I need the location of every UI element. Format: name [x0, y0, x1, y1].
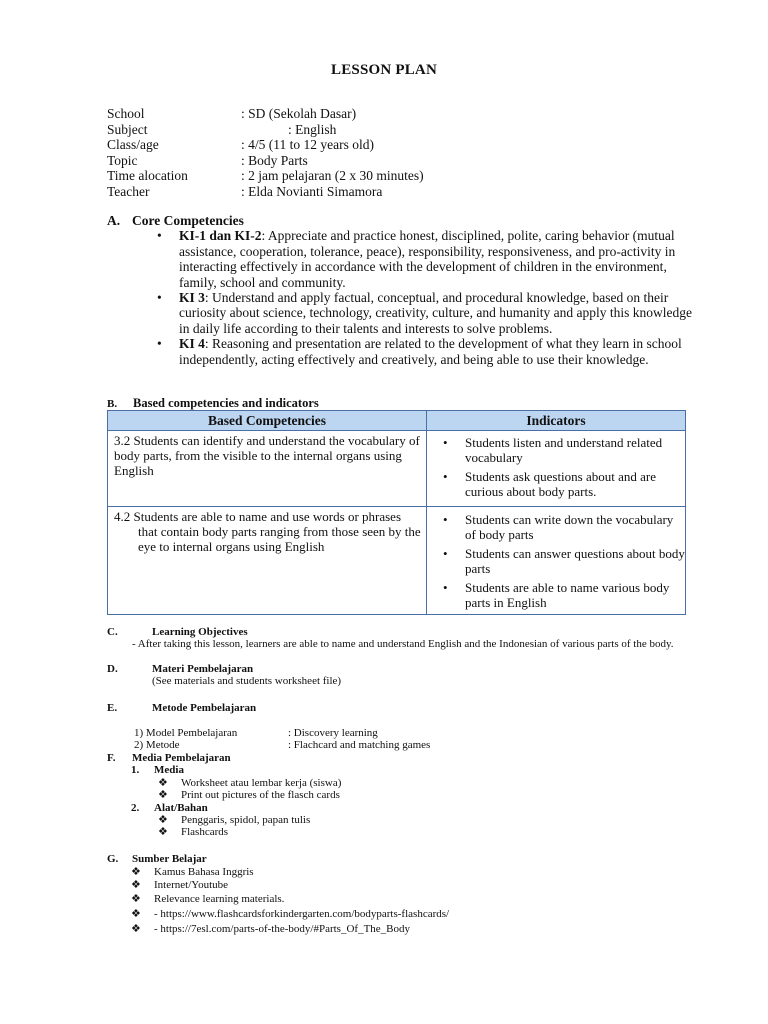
diamond-bullet-icon: ❖ — [158, 789, 168, 802]
metode-value: : Discovery learning — [288, 727, 378, 739]
group-title: Media — [154, 764, 184, 777]
bullet-icon: • — [443, 469, 448, 484]
diamond-bullet-icon: ❖ — [131, 879, 141, 892]
list-item — [107, 336, 697, 367]
list-item — [107, 923, 707, 936]
list-item — [107, 739, 707, 751]
column-header: Based Competencies — [108, 411, 427, 431]
section-title: Materi Pembelajaran — [152, 663, 254, 675]
list-item — [107, 777, 707, 789]
table-cell — [108, 507, 427, 615]
media-group-heading — [107, 802, 707, 814]
section-letter: F. — [107, 752, 116, 764]
info-value: : 4/5 (11 to 12 years old) — [241, 137, 374, 152]
section-heading — [107, 752, 707, 764]
list-item — [107, 893, 707, 906]
list-item — [107, 727, 707, 739]
section-sumber-belajar — [107, 853, 707, 936]
section-letter: D. — [107, 663, 118, 675]
group-number: 2. — [131, 801, 140, 814]
table-cell — [427, 507, 686, 615]
metode-list — [107, 727, 707, 752]
diamond-bullet-icon: ❖ — [158, 826, 168, 839]
info-value: : English — [288, 121, 337, 137]
competency-key: KI 4 — [179, 336, 205, 352]
diamond-bullet-icon: ❖ — [131, 866, 141, 879]
source-text: Internet/Youtube — [154, 879, 229, 892]
section-based-competencies-heading — [107, 396, 319, 411]
source-link[interactable]: - https://www.flashcardsforkindergarten.com/bodyparts-flashcards/ — [154, 907, 450, 920]
table-header-row — [108, 411, 686, 431]
diamond-bullet-icon: ❖ — [131, 892, 141, 905]
bullet-icon: • — [157, 336, 162, 352]
bullet-icon: • — [443, 512, 448, 527]
list-item — [427, 469, 685, 499]
info-label: School — [107, 106, 145, 121]
info-label: Teacher — [107, 183, 150, 199]
source-text: Relevance learning materials. — [154, 892, 285, 905]
section-title: Sumber Belajar — [132, 853, 207, 865]
section-letter: G. — [107, 853, 119, 865]
list-item — [107, 789, 707, 801]
info-label: Topic — [107, 152, 138, 168]
media-item-text: Worksheet atau lembar kerja (siswa) — [181, 776, 342, 789]
section-heading — [107, 853, 707, 866]
section-title: Learning Objectives — [152, 626, 248, 638]
table-row — [108, 431, 686, 507]
indicator-text: Students ask questions about and are curious about body parts. — [465, 469, 656, 499]
core-competency-list — [107, 228, 697, 367]
group-number: 1. — [131, 764, 140, 777]
media-item-text: Print out pictures of the flasch cards — [181, 789, 340, 802]
list-item — [427, 435, 685, 465]
bullet-icon: • — [443, 435, 448, 450]
section-letter: B. — [107, 398, 118, 410]
source-text: Kamus Bahasa Inggris — [154, 866, 254, 879]
competency-table — [107, 410, 686, 615]
table-cell — [108, 431, 427, 507]
bullet-icon: • — [443, 546, 448, 561]
list-item — [427, 580, 685, 610]
info-label: Time alocation — [107, 168, 188, 183]
list-item — [107, 879, 707, 892]
indicator-text: Students can answer questions about body parts — [465, 546, 685, 576]
list-item — [107, 908, 707, 921]
metode-value: : Flachcard and matching games — [288, 739, 431, 752]
section-letter: A. — [107, 213, 121, 228]
info-value: : 2 jam pelajaran (2 x 30 minutes) — [241, 168, 424, 183]
bullet-icon: • — [443, 580, 448, 595]
section-title: Metode Pembelajaran — [152, 702, 257, 714]
document-title: LESSON PLAN — [331, 62, 437, 78]
bullet-icon: • — [157, 290, 162, 306]
section-letter: C. — [107, 626, 118, 638]
section-heading — [107, 663, 707, 675]
indicator-list — [427, 435, 685, 499]
section-media — [107, 752, 707, 839]
section-core-competencies — [107, 213, 697, 367]
media-item-text: Penggaris, spidol, papan tulis — [181, 814, 311, 827]
list-item — [107, 228, 697, 290]
competency-cell-text: 3.2 Students can identify and understand the vocabulary of body parts, from the visible to the internal organs using English — [114, 433, 420, 478]
section-heading — [107, 702, 707, 714]
metode-label: 2) Metode — [134, 739, 180, 752]
competency-text: : Reasoning and presentation are related to the development of what they learn in school independently, acting effectively and creatively, and being able to use their knowledge. — [179, 336, 682, 367]
info-value: : SD (Sekolah Dasar) — [241, 106, 357, 121]
list-item — [427, 546, 685, 576]
section-letter: E. — [107, 702, 118, 714]
competency-cell-text: 4.2 Students are able to name and use words or phrases that contain body parts ranging from those seen by the eye to internal organs using English — [114, 509, 421, 554]
competency-text: : Understand and apply factual, conceptual, and procedural knowledge, based on their curiosity about science, technology, creativity, culture, and humanity and apply this knowledge in daily life according to their talents and interests to solve problems. — [179, 290, 692, 336]
competency-text: : Appreciate and practice honest, disciplined, polite, caring behavior (mutual assistance, cooperation, tolerance, peace), responsibility, responsiveness, and pro-activity in interacting effectively in accordance with the development of children in the environment, family, school and community. — [179, 228, 676, 290]
info-label: Subject — [107, 121, 148, 137]
list-item — [107, 866, 707, 879]
table-row — [108, 507, 686, 615]
section-title: Based competencies and indicators — [133, 396, 319, 410]
bullet-icon: • — [157, 228, 162, 244]
diamond-bullet-icon: ❖ — [131, 907, 141, 920]
section-title: Media Pembelajaran — [132, 752, 231, 764]
indicator-list — [427, 512, 685, 610]
section-title: Core Competencies — [132, 213, 244, 228]
media-item-text: Flashcards — [181, 826, 229, 839]
list-item — [107, 814, 707, 826]
list-item — [107, 826, 707, 838]
group-title: Alat/Bahan — [154, 801, 208, 814]
diamond-bullet-icon: ❖ — [158, 814, 168, 827]
list-item — [427, 512, 685, 542]
diamond-bullet-icon: ❖ — [131, 923, 141, 936]
indicator-text: Students listen and understand related vocabulary — [465, 435, 663, 465]
table-cell — [427, 431, 686, 507]
objective-text: - After taking this lesson, learners are able to name and understand English and the Indonesian of various parts of the body. — [132, 638, 674, 651]
competency-key: KI 3 — [179, 290, 205, 306]
list-item — [107, 290, 697, 336]
section-materi — [107, 663, 707, 688]
indicator-text: Students can write down the vocabulary of body parts — [465, 512, 674, 542]
info-value: : Body Parts — [241, 152, 308, 168]
info-label: Class/age — [107, 137, 159, 152]
media-group-heading — [107, 764, 707, 776]
metode-label: 1) Model Pembelajaran — [134, 727, 238, 739]
section-heading — [107, 626, 707, 638]
indicator-text: Students are able to name various body parts in English — [465, 580, 670, 610]
source-link[interactable]: - https://7esl.com/parts-of-the-body/#Parts_Of_The_Body — [154, 923, 411, 936]
section-metode — [107, 702, 707, 714]
section-heading — [107, 213, 697, 228]
materi-text: (See materials and students worksheet file) — [152, 675, 342, 688]
section-learning-objectives — [107, 626, 707, 651]
diamond-bullet-icon: ❖ — [158, 776, 168, 789]
competency-key: KI-1 dan KI-2 — [179, 228, 262, 244]
info-value: : Elda Novianti Simamora — [241, 183, 383, 199]
column-header: Indicators — [427, 411, 686, 431]
